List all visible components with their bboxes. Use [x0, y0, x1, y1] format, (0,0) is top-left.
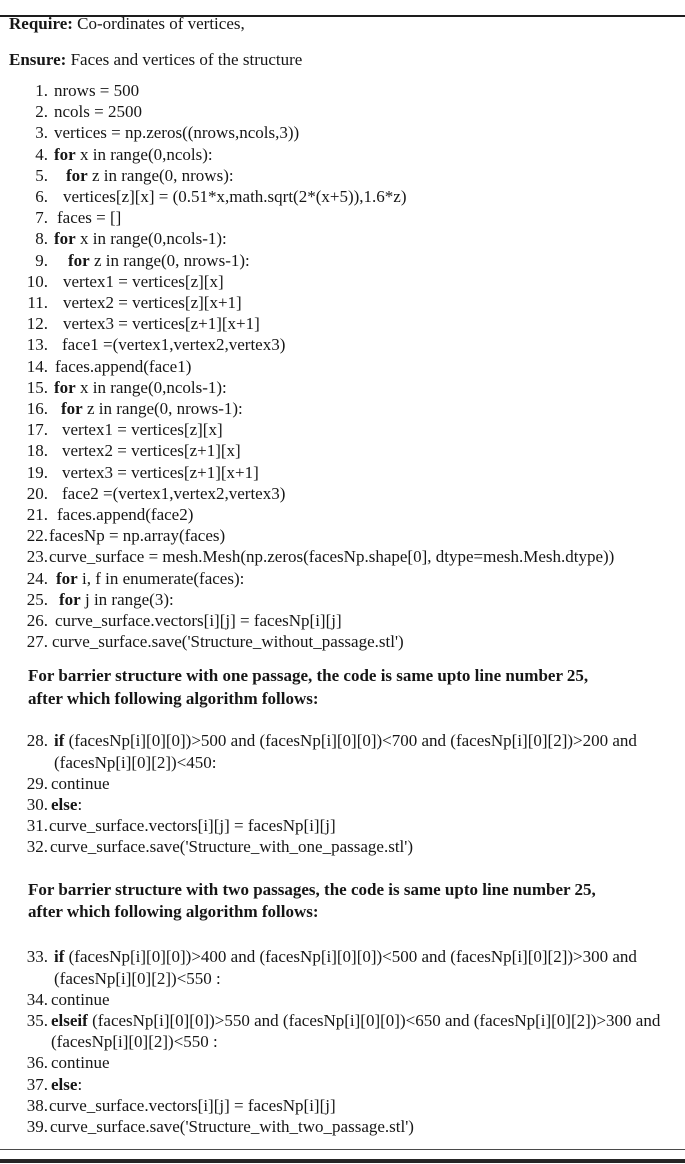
note-paragraph-2 [0, 879, 685, 924]
line-text [48, 483, 667, 504]
note-line: For barrier structure with one passage, the code is same upto line number 25, [28, 666, 589, 686]
keyword: else [51, 1074, 78, 1094]
code-text: x in range(0,ncols-1): [75, 377, 227, 397]
line-text [48, 250, 667, 271]
line-text [48, 546, 667, 567]
ensure-label: Ensure: [9, 50, 67, 69]
code-text: faces = [] [57, 208, 122, 228]
keyword: for [56, 568, 78, 588]
code-line-31 [0, 815, 667, 836]
line-text [48, 271, 667, 292]
line-text [48, 334, 667, 355]
top-border-line [0, 15, 685, 17]
line-number: 14. [26, 356, 48, 376]
line-text [48, 1095, 667, 1116]
code-text: continue [51, 989, 110, 1009]
line-number: 8. [35, 229, 48, 249]
code-line-15 [0, 377, 667, 398]
line-text [48, 186, 667, 207]
line-number: 17. [26, 420, 48, 440]
bottom-thick-line [0, 1159, 685, 1163]
code-line-39 [0, 1116, 667, 1137]
line-number: 20. [26, 483, 48, 503]
code-line-14 [0, 356, 667, 377]
keyword: for [54, 377, 76, 397]
line-number: 31. [26, 816, 48, 836]
line-text [48, 946, 667, 988]
line-text [48, 794, 667, 815]
code-text: curve_surface.vectors[i][j] = facesNp[i][j] [55, 611, 342, 631]
keyword: if [54, 731, 65, 751]
code-line-28 [0, 730, 667, 772]
code-text: continue [51, 773, 110, 793]
line-text [48, 377, 667, 398]
note-paragraph-1 [0, 665, 685, 710]
code-line-13 [0, 334, 667, 355]
code-line-23 [0, 546, 667, 567]
code-text: vertices = np.zeros((nrows,ncols,3)) [54, 123, 300, 143]
code-text: ncols = 2500 [54, 102, 142, 122]
code-text: face1 =(vertex1,vertex2,vertex3) [62, 335, 286, 355]
line-text [48, 292, 667, 313]
keyword: for [68, 250, 90, 270]
code-line-17 [0, 419, 667, 440]
code-line-36 [0, 1052, 667, 1073]
code-line-10 [0, 271, 667, 292]
line-text [48, 228, 667, 249]
line-text [48, 398, 667, 419]
code-line-1 [0, 80, 667, 101]
code-line-34 [0, 989, 667, 1010]
line-text [48, 356, 667, 377]
code-line-22 [0, 525, 667, 546]
code-text: curve_surface.save('Structure_with_one_passage.stl') [50, 837, 413, 857]
code-line-37 [0, 1074, 667, 1095]
line-number: 9. [35, 250, 48, 270]
line-text [48, 815, 667, 836]
line-number: 18. [26, 441, 48, 461]
line-text [48, 631, 667, 652]
keyword: for [61, 399, 83, 419]
line-text [48, 1116, 667, 1137]
line-number: 16. [26, 399, 48, 419]
code-text: faces.append(face2) [57, 505, 194, 525]
line-text [48, 313, 667, 334]
code-block-3 [0, 946, 685, 1137]
keyword: for [54, 144, 76, 164]
code-text: z in range(0, nrows): [87, 165, 234, 185]
code-text: vertex2 = vertices[z][x+1] [63, 293, 242, 313]
code-line-21 [0, 504, 667, 525]
line-number: 25. [26, 589, 48, 609]
line-text [48, 122, 667, 143]
keyword: elseif [51, 1010, 88, 1030]
code-text: vertex3 = vertices[z+1][x+1] [62, 462, 259, 482]
line-number: 24. [26, 568, 48, 588]
code-line-9 [0, 250, 667, 271]
line-text [48, 80, 667, 101]
line-number: 11. [27, 293, 48, 313]
code-line-16 [0, 398, 667, 419]
code-line-29 [0, 773, 667, 794]
code-line-24 [0, 568, 667, 589]
line-text [48, 730, 667, 772]
line-number: 37. [26, 1074, 48, 1094]
line-text [48, 207, 667, 228]
code-line-30 [0, 794, 667, 815]
keyword: else [51, 794, 78, 814]
line-number: 27. [26, 632, 48, 652]
code-text: facesNp = np.array(faces) [49, 526, 226, 546]
line-text [48, 419, 667, 440]
code-line-4 [0, 144, 667, 165]
code-text: curve_surface = mesh.Mesh(np.zeros(facesNp.shape[0], dtype=mesh.Mesh.dtype)) [49, 547, 615, 567]
note-line: For barrier structure with two passages, the code is same upto line number 25, [28, 879, 596, 899]
code-line-3 [0, 122, 667, 143]
code-text: z in range(0, nrows-1): [82, 399, 243, 419]
line-text [48, 1074, 667, 1095]
code-text: curve_surface.save('Structure_with_two_passage.stl') [50, 1116, 414, 1136]
code-line-35 [0, 1010, 667, 1052]
code-line-5 [0, 165, 667, 186]
code-line-27 [0, 631, 667, 652]
line-number: 28. [26, 731, 48, 751]
ensure-line [0, 49, 685, 70]
keyword: for [66, 165, 88, 185]
keyword: for [54, 229, 76, 249]
line-text [48, 589, 667, 610]
code-block-1 [0, 80, 685, 652]
line-number: 19. [26, 462, 48, 482]
code-text: face2 =(vertex1,vertex2,vertex3) [62, 483, 286, 503]
code-line-11 [0, 292, 667, 313]
line-number: 13. [26, 335, 48, 355]
code-line-25 [0, 589, 667, 610]
line-number: 21. [26, 505, 48, 525]
line-text [48, 440, 667, 461]
code-line-26 [0, 610, 667, 631]
line-number: 15. [26, 377, 48, 397]
code-text: vertex3 = vertices[z+1][x+1] [63, 314, 260, 334]
require-label: Require: [9, 14, 73, 33]
line-number: 32. [26, 837, 48, 857]
keyword: if [54, 947, 65, 967]
code-block-2 [0, 730, 685, 857]
line-number: 5. [35, 165, 48, 185]
line-number: 6. [35, 187, 48, 207]
algorithm-body [0, 80, 685, 1137]
code-line-38 [0, 1095, 667, 1116]
note-line: after which following algorithm follows: [28, 901, 319, 921]
code-line-7 [0, 207, 667, 228]
line-text [48, 101, 667, 122]
line-number: 23. [26, 547, 48, 567]
line-text [48, 504, 667, 525]
code-text: x in range(0,ncols): [75, 144, 213, 164]
ensure-text: Faces and vertices of the structure [70, 50, 303, 69]
code-text: curve_surface.vectors[i][j] = facesNp[i][j] [49, 1095, 336, 1115]
line-number: 29. [26, 773, 48, 793]
line-number: 39. [26, 1116, 48, 1136]
line-number: 33. [26, 947, 48, 967]
code-text: nrows = 500 [54, 81, 140, 100]
line-number: 1. [35, 81, 48, 100]
line-number: 36. [26, 1053, 48, 1073]
code-text: : [77, 794, 83, 814]
line-number: 2. [35, 102, 48, 122]
code-text: continue [51, 1053, 110, 1073]
line-text [48, 165, 667, 186]
code-line-8 [0, 228, 667, 249]
line-text [48, 525, 667, 546]
line-text [48, 610, 667, 631]
code-text: z in range(0, nrows-1): [89, 250, 250, 270]
code-line-6 [0, 186, 667, 207]
line-number: 30. [26, 794, 48, 814]
code-text: j in range(3): [80, 589, 174, 609]
code-text: curve_surface.save('Structure_without_passage.stl') [52, 632, 404, 652]
code-text: vertices[z][x] = (0.51*x,math.sqrt(2*(x+5)),1.6*z) [63, 187, 407, 207]
line-number: 12. [26, 314, 48, 334]
code-text: i, f in enumerate(faces): [77, 568, 245, 588]
line-number: 35. [26, 1010, 48, 1030]
keyword: for [59, 589, 81, 609]
code-line-19 [0, 462, 667, 483]
line-number: 4. [35, 144, 48, 164]
line-number: 26. [26, 611, 48, 631]
code-text: curve_surface.vectors[i][j] = facesNp[i][j] [49, 816, 336, 836]
code-text: x in range(0,ncols-1): [75, 229, 227, 249]
code-text: (facesNp[i][0][0])>500 and (facesNp[i][0][0])<700 and (facesNp[i][0][2])>200 and (facesNp[i][0][2])<450: [54, 731, 637, 772]
code-text: (facesNp[i][0][0])>550 and (facesNp[i][0][0])<650 and (facesNp[i][0][2])>300 and (facesNp[i][0][2])<550 : [51, 1010, 661, 1052]
require-text: Co-ordinates of vertices, [77, 14, 245, 33]
note-line: after which following algorithm follows: [28, 688, 319, 708]
code-line-2 [0, 101, 667, 122]
line-number: 34. [26, 989, 48, 1009]
line-number: 38. [26, 1095, 48, 1115]
line-text [48, 1052, 667, 1073]
code-text: vertex2 = vertices[z+1][x] [62, 441, 241, 461]
line-text [48, 568, 667, 589]
code-line-33 [0, 946, 667, 988]
code-text: (facesNp[i][0][0])>400 and (facesNp[i][0][0])<500 and (facesNp[i][0][2])>300 and (facesNp[i][0][2])<550 : [54, 947, 637, 988]
line-text [48, 836, 667, 857]
code-line-12 [0, 313, 667, 334]
line-text [48, 1010, 667, 1052]
code-text: vertex1 = vertices[z][x] [63, 271, 224, 291]
code-text: vertex1 = vertices[z][x] [62, 420, 223, 440]
line-text [48, 773, 667, 794]
line-number: 10. [26, 271, 48, 291]
code-line-20 [0, 483, 667, 504]
line-number: 3. [35, 123, 48, 143]
code-line-32 [0, 836, 667, 857]
line-text [48, 989, 667, 1010]
line-text [48, 462, 667, 483]
code-text: faces.append(face1) [55, 356, 192, 376]
bottom-thin-line [0, 1149, 685, 1150]
line-number: 7. [35, 208, 48, 228]
code-line-18 [0, 440, 667, 461]
line-number: 22. [26, 526, 48, 546]
code-text: : [77, 1074, 83, 1094]
line-text [48, 144, 667, 165]
